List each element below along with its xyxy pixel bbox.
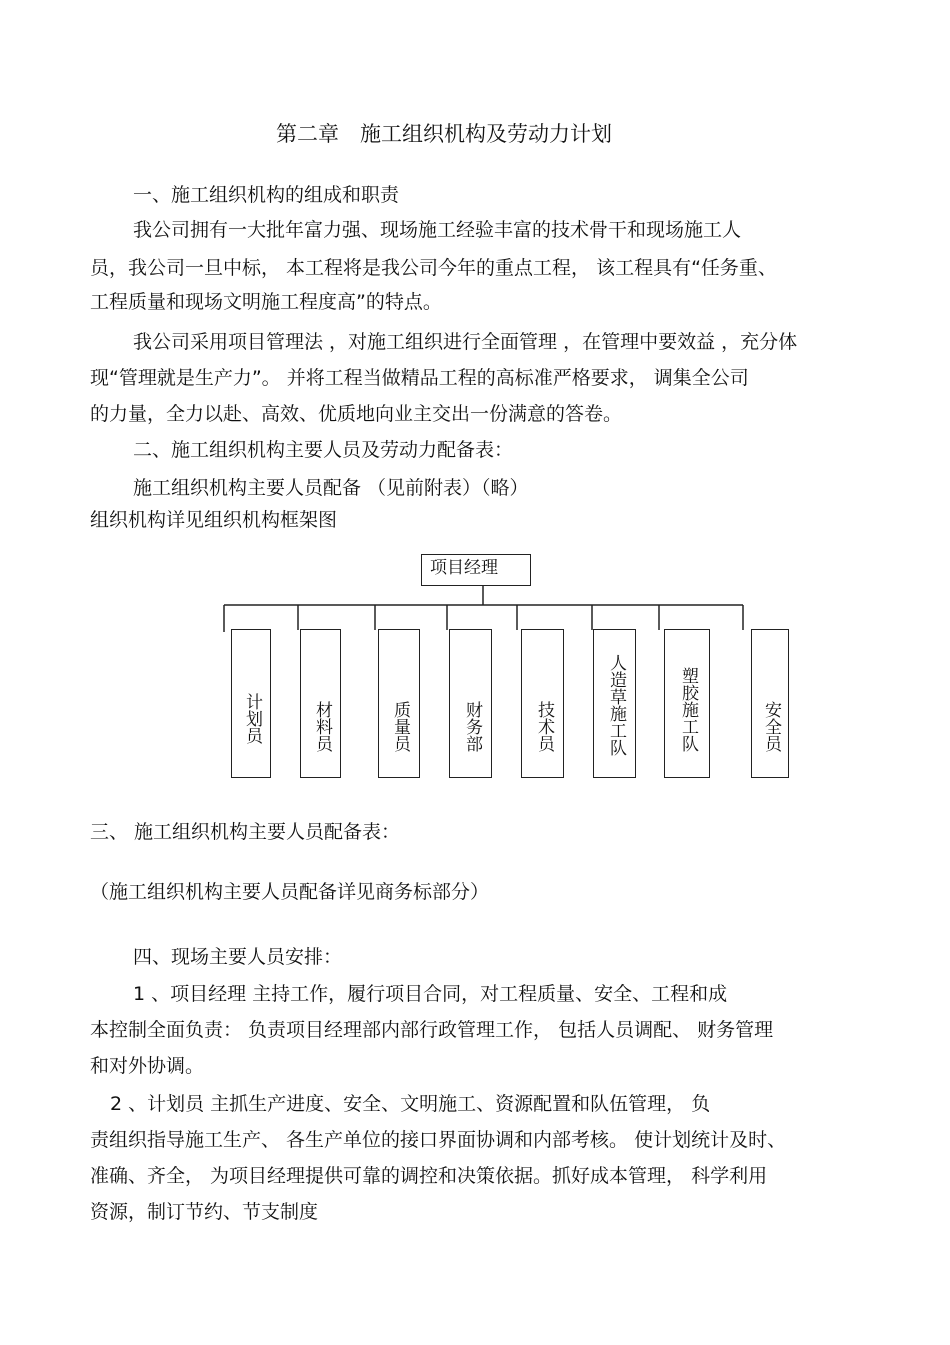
section-2-heading: 二、施工组织机构主要人员及劳动力配备表： [133,439,514,461]
item-1-line-1: 1 、项目经理 主持工作，履行项目合同，对工程质量、安全、工程和成 [133,983,728,1005]
section-4-heading: 四、现场主要人员安排： [133,946,343,968]
org-box-planner [231,629,271,778]
org-box-plastic-team [664,629,710,778]
org-box-safety [751,629,789,778]
paragraph-2-line-2: 现“管理就是生产力”。 并将工程当做精品工程的高标准严格要求， 调集全公司 [90,367,749,389]
org-box-project-manager: 项目经理 [421,554,531,586]
item-2-line-1: 2 、计划员 主抓生产进度、安全、文明施工、资源配置和队伍管理， 负 [110,1093,711,1115]
section-3-heading: 三、 施工组织机构主要人员配备表： [90,821,401,843]
section-2-line-2: 组织机构详见组织机构框架图 [90,509,338,531]
org-box-label: 计划员 [242,692,262,744]
org-box-label: 技术员 [534,700,554,752]
paragraph-1-line-1: 我公司拥有一大批年富力强、现场施工经验丰富的技术骨干和现场施工人 [133,219,742,241]
page-title: 第二章 施工组织机构及劳动力计划 [276,122,612,146]
org-box-label: 人造草施工队 [606,654,626,756]
org-box-label: 安全员 [761,700,781,752]
paragraph-1-line-3: 工程质量和现场文明施工程度高”的特点。 [90,291,442,313]
org-box-label: 材料员 [312,700,332,752]
org-box-technician [521,629,564,778]
org-box-label: 塑胶施工队 [678,666,698,752]
section-3-note: （施工组织机构主要人员配备详见商务标部分） [90,881,490,903]
item-1-line-3: 和对外协调。 [90,1055,205,1077]
item-2-line-2: 责组织指导施工生产、 各生产单位的接口界面协调和内部考核。 使计划统计及时、 [90,1129,787,1151]
org-box-label: 质量员 [390,700,410,752]
org-box-quality [378,629,420,778]
org-box-materials [300,629,341,778]
paragraph-1-line-2: 员，我公司一旦中标， 本工程将是我公司今年的重点工程， 该工程具有“任务重、 [90,257,777,279]
item-1-line-2: 本控制全面负责： 负责项目经理部内部行政管理工作， 包括人员调配、 财务管理 [90,1019,774,1041]
item-2-line-3: 准确、齐全， 为项目经理提供可靠的调控和决策依据。抓好成本管理， 科学利用 [90,1165,768,1187]
org-box-label: 财务部 [462,700,482,752]
item-2-line-4: 资源，制订节约、节支制度 [90,1201,319,1223]
org-box-artificial-turf-team [593,629,636,778]
org-box-finance [449,629,492,778]
paragraph-2-line-1: 我公司采用项目管理法 ，对施工组织进行全面管理 ，在管理中要效益 ，充分体 [133,331,798,353]
section-1-heading: 一、施工组织机构的组成和职责 [133,184,400,206]
paragraph-2-line-3: 的力量，全力以赴、高效、优质地向业主交出一份满意的答卷。 [90,403,623,425]
section-2-line-1: 施工组织机构主要人员配备 （见前附表）（略） [133,477,529,499]
